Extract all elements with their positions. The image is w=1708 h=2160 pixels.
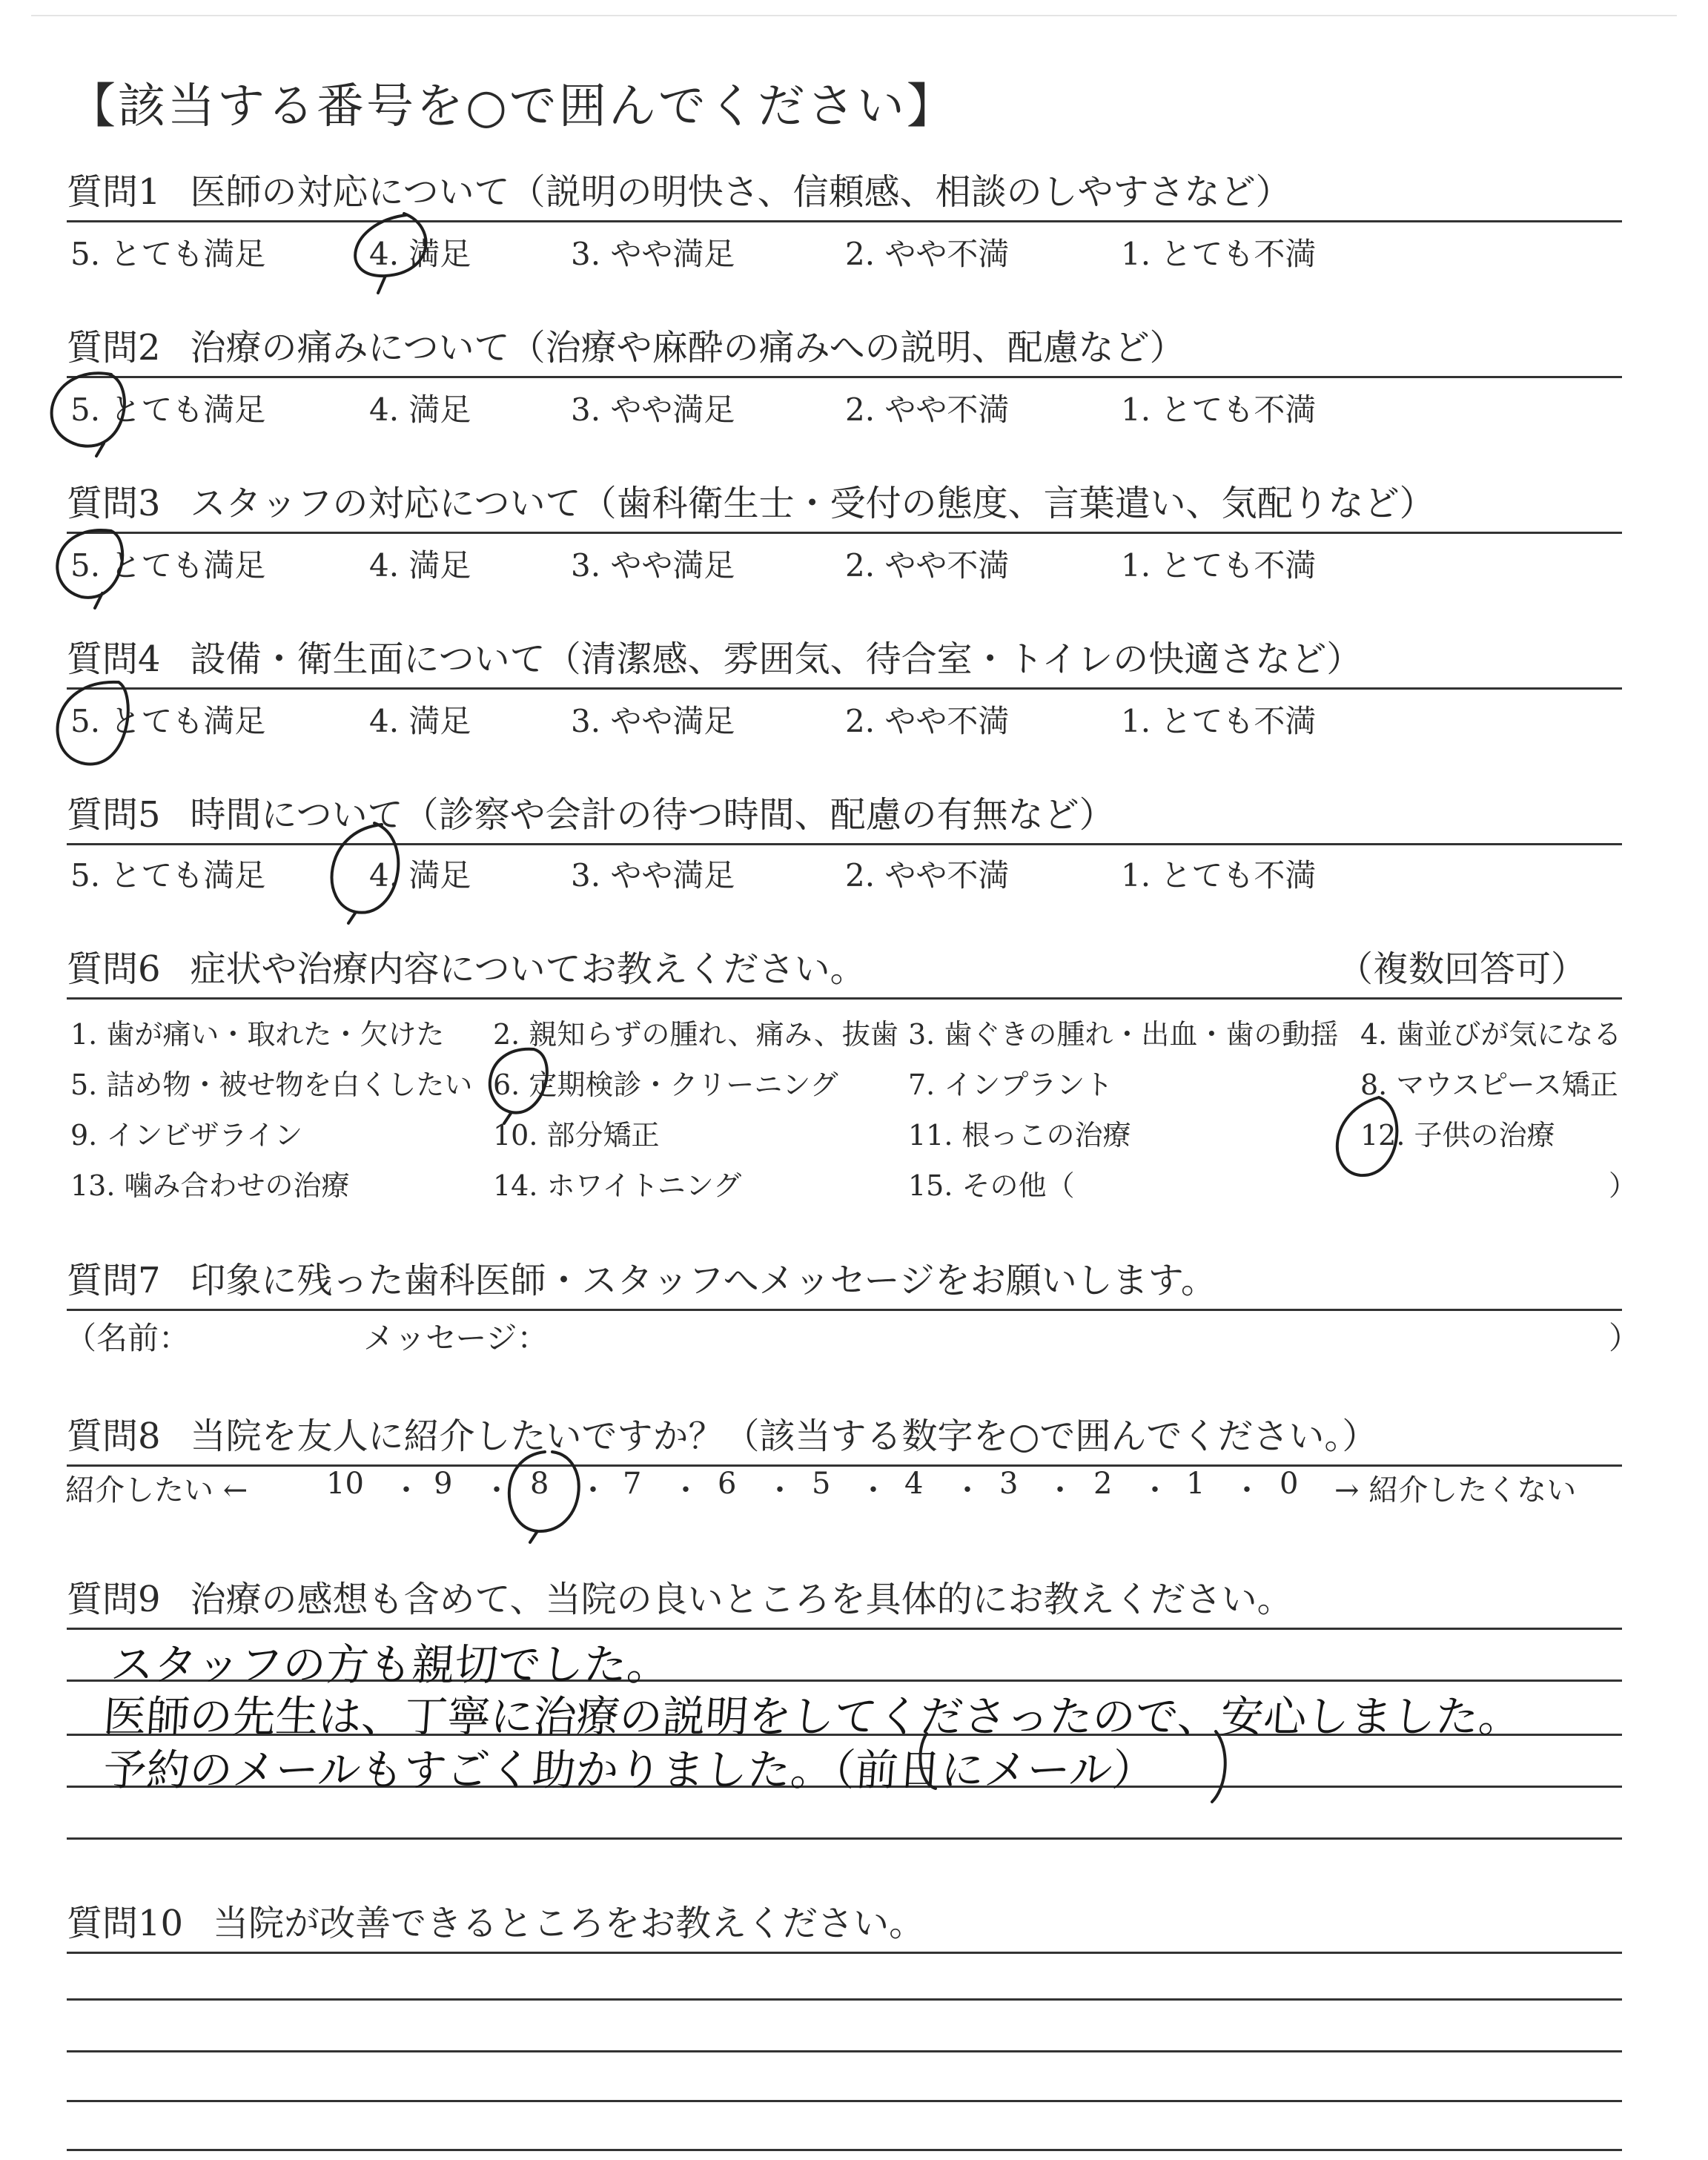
- q8-dot: ・: [578, 1473, 608, 1507]
- question-7: [67, 1252, 1622, 1311]
- question-6: [67, 940, 1622, 1000]
- q9-handwritten-answer-line-3: 予約のメールもすごく助かりました。（前日にメール）: [102, 1745, 1157, 1795]
- question-text: 医師の対応について（説明の明快さ、信頼感、相談のしやすさなど）: [190, 171, 1291, 213]
- q6-other-close-paren: ）: [1609, 1169, 1638, 1202]
- q8-score-9[interactable]: 9: [434, 1467, 453, 1501]
- q4-option-4[interactable]: 4. 満足: [369, 703, 471, 739]
- question-number: 質問8: [67, 1416, 161, 1457]
- q6-option-7[interactable]: 7. インプラント: [908, 1069, 1113, 1101]
- question-number: 質問4: [67, 638, 161, 680]
- q7-close-paren: ）: [1609, 1320, 1641, 1356]
- question-text: 時間について（診察や会計の待つ時間、配慮の有無など）: [190, 794, 1115, 836]
- q4-option-5[interactable]: 5. とても満足: [70, 703, 266, 739]
- q6-option-9[interactable]: 9. インビザライン: [70, 1119, 303, 1152]
- question-text: スタッフの対応について（歯科衛生士・受付の態度、言葉遣い、気配りなど）: [190, 483, 1435, 524]
- answer-line: [67, 2050, 1622, 2052]
- q3-option-4[interactable]: 4. 満足: [369, 547, 471, 584]
- q7-name-label: （名前：: [65, 1320, 191, 1356]
- q6-option-10[interactable]: 10. 部分矯正: [493, 1119, 660, 1152]
- q2-option-3[interactable]: 3. やや満足: [571, 392, 735, 428]
- q8-score-8[interactable]: 8: [530, 1467, 549, 1501]
- q6-option-14[interactable]: 14. ホワイトニング: [493, 1169, 742, 1202]
- q8-dot: ・: [1140, 1473, 1170, 1507]
- q9-handwritten-answer-line-2: 医師の先生は、丁寧に治療の説明をしてくださったので、安心しました。: [102, 1691, 1523, 1742]
- q3-option-5[interactable]: 5. とても満足: [70, 547, 266, 584]
- q3-option-3[interactable]: 3. やや満足: [571, 547, 735, 584]
- question-number: 質問2: [67, 327, 161, 369]
- q6-option-5[interactable]: 5. 詰め物・被せ物を白くしたい: [70, 1069, 473, 1101]
- q6-option-4[interactable]: 4. 歯並びが気になる: [1360, 1018, 1622, 1051]
- question-text: 症状や治療内容についてお教えください。: [190, 948, 866, 990]
- q1-option-2[interactable]: 2. やや不満: [845, 236, 1010, 272]
- answer-line: [67, 2149, 1622, 2151]
- q8-dot: ・: [482, 1473, 512, 1507]
- q1-option-1[interactable]: 1. とても不満: [1121, 236, 1317, 272]
- q8-score-10[interactable]: 10: [326, 1467, 364, 1501]
- question-number: 質問3: [67, 483, 161, 524]
- question-text: 当院を友人に紹介したいですか？（該当する数字を○で囲んでください。）: [190, 1416, 1378, 1457]
- answer-line: [67, 2100, 1622, 2102]
- question-number: 質問10: [67, 1903, 184, 1944]
- page-heading: 【該当する番号を○で囲んでください】: [68, 79, 956, 134]
- multiple-answers-note: （複数回答可）: [1337, 948, 1586, 990]
- q2-option-1[interactable]: 1. とても不満: [1121, 392, 1317, 428]
- q4-option-3[interactable]: 3. やや満足: [571, 703, 735, 739]
- q6-option-8[interactable]: 8. マウスピース矯正: [1360, 1069, 1618, 1101]
- q8-dot: ・: [671, 1473, 701, 1507]
- q1-option-3[interactable]: 3. やや満足: [571, 236, 735, 272]
- question-number: 質問6: [67, 948, 161, 990]
- answer-line: [67, 1998, 1622, 2001]
- question-10: [67, 1895, 1622, 1954]
- q8-score-7[interactable]: 7: [623, 1467, 642, 1501]
- question-number: 質問1: [67, 171, 161, 213]
- q4-option-2[interactable]: 2. やや不満: [845, 703, 1010, 739]
- q5-option-5[interactable]: 5. とても満足: [70, 857, 266, 894]
- q7-message-label: メッセージ：: [363, 1320, 549, 1356]
- q6-option-15[interactable]: 15. その他（: [908, 1169, 1075, 1202]
- q2-option-5[interactable]: 5. とても満足: [70, 392, 266, 428]
- q8-score-0[interactable]: 0: [1280, 1467, 1299, 1501]
- q3-option-1[interactable]: 1. とても不満: [1121, 547, 1317, 584]
- answer-line: [67, 1837, 1622, 1840]
- q5-option-3[interactable]: 3. やや満足: [571, 857, 735, 894]
- q8-dot: ・: [858, 1473, 888, 1507]
- q8-score-6[interactable]: 6: [718, 1467, 737, 1501]
- q4-option-1[interactable]: 1. とても不満: [1121, 703, 1317, 739]
- q1-option-4[interactable]: 4. 満足: [369, 236, 471, 272]
- question-1: [67, 163, 1622, 222]
- question-5: [67, 786, 1622, 845]
- q9-handwritten-answer-line-1: スタッフの方も親切でした。: [109, 1639, 672, 1690]
- q2-option-4[interactable]: 4. 満足: [369, 392, 471, 428]
- question-2: [67, 319, 1622, 378]
- q5-option-1[interactable]: 1. とても不満: [1121, 857, 1317, 894]
- top-border: [31, 15, 1677, 16]
- q8-score-5[interactable]: 5: [812, 1467, 831, 1501]
- q5-option-2[interactable]: 2. やや不満: [845, 857, 1010, 894]
- question-text: 印象に残った歯科医師・スタッフへメッセージをお願いします。: [190, 1260, 1217, 1301]
- q8-right-label: → 紹介したくない: [1334, 1473, 1577, 1507]
- q8-dot: ・: [765, 1473, 795, 1507]
- q3-option-2[interactable]: 2. やや不満: [845, 547, 1010, 584]
- q8-dot: ・: [1045, 1473, 1075, 1507]
- q2-option-2[interactable]: 2. やや不満: [845, 392, 1010, 428]
- q6-option-11[interactable]: 11. 根っこの治療: [908, 1119, 1131, 1152]
- q6-option-3[interactable]: 3. 歯ぐきの腫れ・出血・歯の動揺: [908, 1018, 1339, 1051]
- question-8: [67, 1407, 1622, 1467]
- q8-score-1[interactable]: 1: [1186, 1467, 1205, 1501]
- q6-option-12[interactable]: 12. 子供の治療: [1360, 1119, 1555, 1152]
- question-text: 設備・衛生面について（清潔感、雰囲気、待合室・トイレの快適さなど）: [190, 638, 1363, 680]
- q8-left-label: 紹介したい ←: [65, 1473, 248, 1507]
- question-text: 当院が改善できるところをお教えください。: [213, 1903, 925, 1944]
- q6-option-2[interactable]: 2. 親知らずの腫れ、痛み、抜歯: [493, 1018, 898, 1051]
- q8-dot: ・: [1232, 1473, 1262, 1507]
- question-number: 質問5: [67, 794, 161, 836]
- q8-dot: ・: [391, 1473, 421, 1507]
- q8-score-3[interactable]: 3: [999, 1467, 1019, 1501]
- question-4: [67, 630, 1622, 690]
- q1-option-5[interactable]: 5. とても満足: [70, 236, 266, 272]
- q6-option-1[interactable]: 1. 歯が痛い・取れた・欠けた: [70, 1018, 445, 1051]
- question-text: 治療の痛みについて（治療や麻酔の痛みへの説明、配慮など）: [190, 327, 1185, 369]
- question-number: 質問9: [67, 1579, 161, 1620]
- question-text: 治療の感想も含めて、当院の良いところを具体的にお教えください。: [190, 1579, 1293, 1620]
- q6-option-6[interactable]: 6. 定期検診・クリーニング: [493, 1069, 838, 1101]
- q5-option-4[interactable]: 4. 満足: [369, 857, 471, 894]
- question-9: [67, 1571, 1622, 1630]
- q8-score-2[interactable]: 2: [1093, 1467, 1113, 1501]
- question-number: 質問7: [67, 1260, 161, 1301]
- q8-dot: ・: [953, 1473, 982, 1507]
- q6-option-13[interactable]: 13. 噛み合わせの治療: [70, 1169, 350, 1202]
- q8-score-4[interactable]: 4: [904, 1467, 924, 1501]
- question-3: [67, 475, 1622, 534]
